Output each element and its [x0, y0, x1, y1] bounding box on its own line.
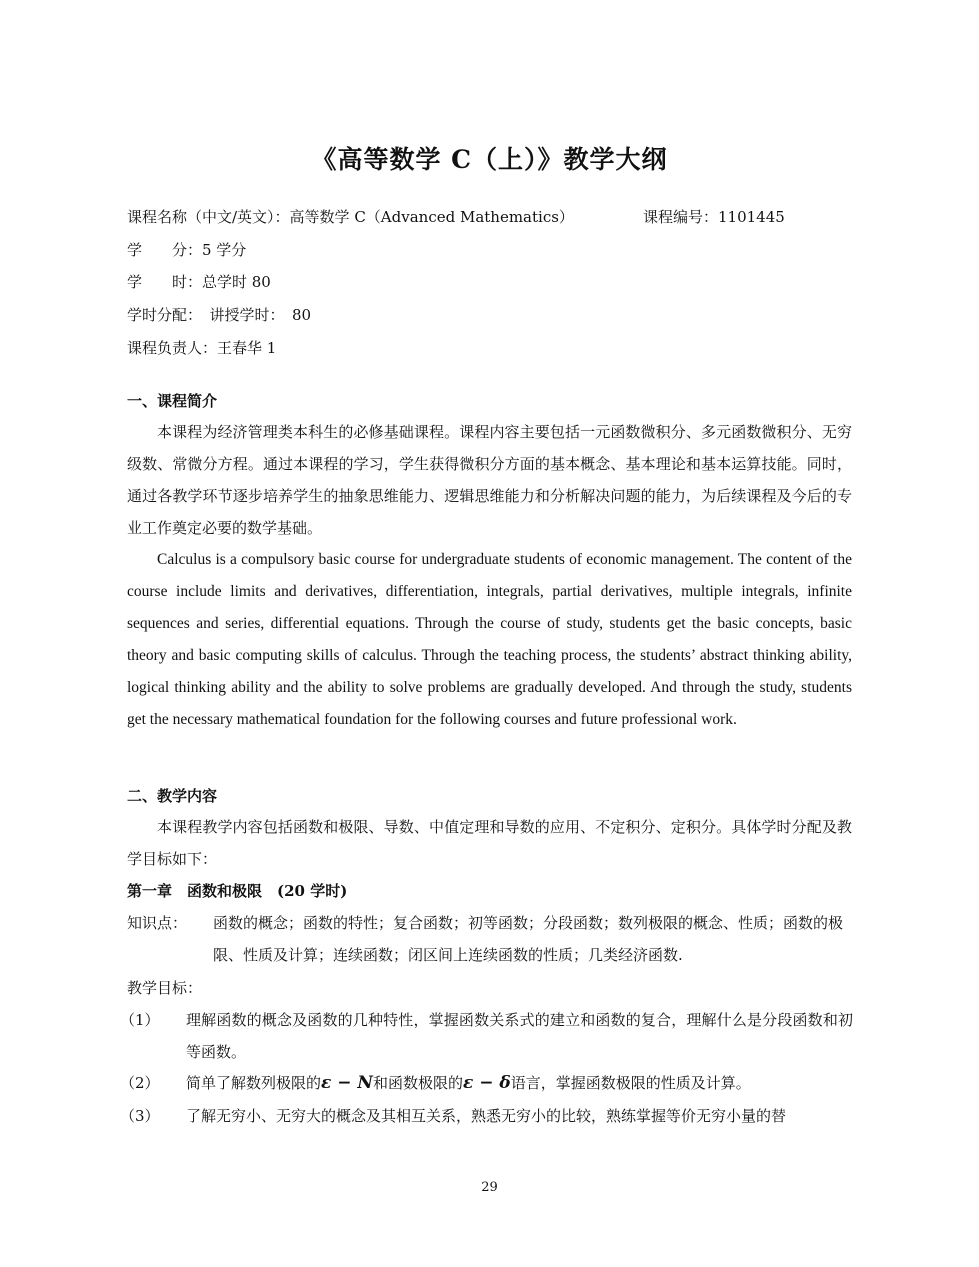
course-code: 课程编号：1101445 [643, 208, 785, 226]
knowledge-points-text: 函数的概念；函数的特性；复合函数；初等函数；分段函数；数列极限的概念、性质；函数的极限、性质及计算；连续函数；闭区间上连续函数的性质；几类经济函数. [213, 914, 844, 964]
document-title: 《高等数学 C（上）》教学大纲 [311, 145, 668, 174]
goal-text-with-math [186, 1067, 853, 1099]
knowledge-points-label: 知识点： [127, 914, 188, 932]
course-hours: 学 时：总学时 80 [127, 273, 271, 291]
epsilon-n-formula: ε − N [321, 1073, 373, 1093]
intro-paragraph-cn: 本课程为经济管理类本科生的必修基础课程。课程内容主要包括一元函数微积分、多元函数微积分、无穷级数、常微分方程。通过本课程的学习，学生获得微积分方面的基本概念、基本理论和基本运算技能。同时，通过各教学环节逐步培养学生的抽象思维能力、逻辑思维能力和分析解决问题的能力，为后续课程及今后的专业工作奠定必要的数学基础。 [127, 423, 852, 537]
course-name: 课程名称（中文/英文）：高等数学 C（Advanced Mathematics） [127, 208, 574, 226]
section-heading-intro: 一、课程简介 [127, 392, 218, 410]
goal-text: 了解无穷小、无穷大的概念及其相互关系，熟悉无穷小的比较，熟练掌握等价无穷小量的替 [186, 1107, 787, 1125]
goal-text-segment: 简单了解数列极限的 [186, 1074, 322, 1092]
section-heading-content: 二、教学内容 [127, 787, 218, 805]
hour-distribution: 学时分配： 讲授学时： 80 [127, 306, 312, 324]
goal-number: （2） [120, 1074, 160, 1092]
goal-number: （1） [120, 1011, 160, 1029]
goal-number: （3） [120, 1107, 160, 1125]
course-instructor: 课程负责人：王春华 1 [127, 339, 277, 357]
content-intro-paragraph: 本课程教学内容包括函数和极限、导数、中值定理和导数的应用、不定积分、定积分。具体学时分配及教学目标如下： [127, 818, 852, 868]
teaching-goals-label: 教学目标： [127, 979, 203, 997]
goal-text-segment: 语言，掌握函数极限的性质及计算。 [510, 1074, 751, 1092]
epsilon-delta-formula: ε − δ [463, 1073, 511, 1093]
intro-paragraph-en: Calculus is a compulsory basic course for undergraduate students of economic management. The content of the course include limits and derivatives, differentiation, integrals, partial derivatives, multiple integrals, infinite sequences and series, differential equations. Through the course of study, students get the basic concepts, basic theory and basic computing skills of calculus. Through the teaching process, the students’ abstract thinking ability, logical thinking ability and the ability to solve problems are gradually developed. And through the study, students get the necessary mathematical foundation for the following courses and future professional work. [127, 551, 852, 728]
page-number: 29 [481, 1180, 498, 1195]
chapter-heading: 第一章 函数和极限 (20 学时) [127, 882, 348, 900]
goal-text: 理解函数的概念及函数的几种特性，掌握函数关系式的建立和函数的复合，理解什么是分段函数和初等函数。 [186, 1011, 853, 1061]
course-credits: 学 分：5 学分 [127, 241, 247, 259]
goal-text-segment: 和函数极限的 [372, 1074, 463, 1092]
